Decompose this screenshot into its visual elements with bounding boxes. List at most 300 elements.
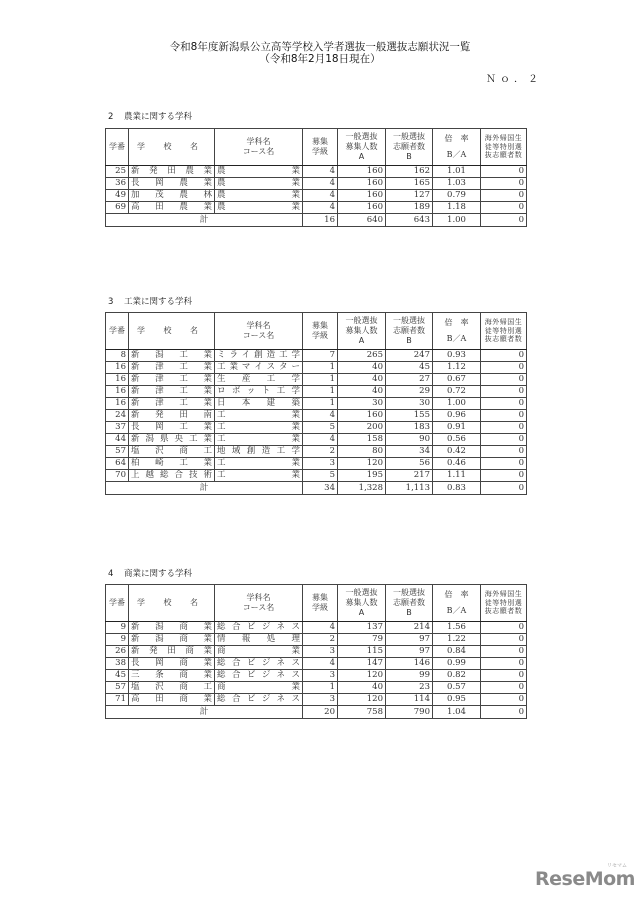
header-label: 学 校 名 bbox=[136, 326, 207, 335]
table-cell-classes: 2 bbox=[303, 634, 338, 646]
header-ratio bbox=[433, 313, 481, 350]
table-cell-course: 総合ビジネス bbox=[215, 694, 303, 706]
table-cell-overseas: 0 bbox=[481, 202, 527, 214]
table-row bbox=[106, 670, 527, 682]
header-label: 学 校 名 bbox=[136, 142, 207, 151]
table-cell-classes: 1 bbox=[303, 682, 338, 694]
table-cell-school: 塩沢商工 bbox=[129, 682, 215, 694]
table-cell-code: 16 bbox=[106, 398, 129, 410]
table-cell-school: 新潟工業 bbox=[129, 350, 215, 362]
total-cell-classes: 34 bbox=[303, 482, 338, 495]
table-cell-overseas: 0 bbox=[481, 374, 527, 386]
header-label: 徒等特別選 bbox=[484, 598, 523, 607]
table-cell-course: 総合ビジネス bbox=[215, 658, 303, 670]
section-title-3 bbox=[108, 295, 192, 307]
header-label: 募集人数 bbox=[345, 598, 378, 607]
header-label: 募集 bbox=[312, 137, 328, 146]
table-cell-classes: 4 bbox=[303, 410, 338, 422]
table-cell-code: 69 bbox=[106, 202, 129, 214]
table-cell-ratio: 1.22 bbox=[433, 634, 481, 646]
header-label: A bbox=[358, 608, 365, 617]
header-label: 志願者数 bbox=[393, 142, 425, 151]
document-subtitle: （令和8年2月18日現在） bbox=[259, 53, 381, 65]
table-cell-overseas: 0 bbox=[481, 386, 527, 398]
table-cell-code: 16 bbox=[106, 386, 129, 398]
table-row bbox=[106, 190, 527, 202]
table-cell-overseas: 0 bbox=[481, 682, 527, 694]
table-cell-capacity: 160 bbox=[338, 166, 386, 178]
table-cell-overseas: 0 bbox=[481, 398, 527, 410]
table-row bbox=[106, 446, 527, 458]
table-row bbox=[106, 470, 527, 482]
table-cell-classes: 4 bbox=[303, 166, 338, 178]
table-cell-course: 総合ビジネス bbox=[215, 622, 303, 634]
table-cell-ratio: 0.82 bbox=[433, 670, 481, 682]
table-cell-ratio: 1.56 bbox=[433, 622, 481, 634]
header-school bbox=[129, 313, 215, 350]
table-cell-capacity: 160 bbox=[338, 178, 386, 190]
section-number: 4 bbox=[108, 569, 114, 579]
table-row bbox=[106, 458, 527, 470]
table-cell-ratio: 0.96 bbox=[433, 410, 481, 422]
table-cell-overseas: 0 bbox=[481, 350, 527, 362]
table-cell-course: 工業 bbox=[215, 410, 303, 422]
table-cell-capacity: 40 bbox=[338, 374, 386, 386]
header-ratio bbox=[433, 129, 481, 166]
table-row bbox=[106, 374, 527, 386]
header-label: 海外帰国生 bbox=[484, 134, 523, 143]
table-cell-capacity: 137 bbox=[338, 622, 386, 634]
table-cell-code: 9 bbox=[106, 634, 129, 646]
table-cell-ratio: 0.84 bbox=[433, 646, 481, 658]
header-code bbox=[106, 129, 129, 166]
header-label: A bbox=[358, 152, 365, 161]
header-course bbox=[215, 129, 303, 166]
total-label: 計 bbox=[106, 706, 303, 719]
header-label: 一般選抜 bbox=[345, 132, 378, 141]
table-cell-code: 64 bbox=[106, 458, 129, 470]
table-cell-capacity: 200 bbox=[338, 422, 386, 434]
table-cell-overseas: 0 bbox=[481, 694, 527, 706]
total-cell-classes: 20 bbox=[303, 706, 338, 719]
table-row bbox=[106, 410, 527, 422]
header-course bbox=[215, 585, 303, 622]
table-row bbox=[106, 622, 527, 634]
table-cell-applicants: 45 bbox=[386, 362, 433, 374]
table-cell-course: 情報処理 bbox=[215, 634, 303, 646]
table-cell-school: 新津工業 bbox=[129, 398, 215, 410]
table-cell-ratio: 0.95 bbox=[433, 694, 481, 706]
header-label: 抜志願者数 bbox=[484, 607, 523, 616]
header-label: 学科名 bbox=[246, 593, 271, 602]
table-cell-school: 塩沢商工 bbox=[129, 446, 215, 458]
table-cell-classes: 1 bbox=[303, 374, 338, 386]
table-cell-classes: 2 bbox=[303, 446, 338, 458]
header-label: 一般選抜 bbox=[345, 588, 378, 597]
table-cell-code: 37 bbox=[106, 422, 129, 434]
table-cell-school: 加茂農林 bbox=[129, 190, 215, 202]
header-classes bbox=[303, 129, 338, 166]
table-cell-classes: 4 bbox=[303, 658, 338, 670]
table-cell-overseas: 0 bbox=[481, 470, 527, 482]
table-cell-course: 商業 bbox=[215, 682, 303, 694]
table-cell-overseas: 0 bbox=[481, 422, 527, 434]
table-cell-capacity: 160 bbox=[338, 190, 386, 202]
table-cell-overseas: 0 bbox=[481, 166, 527, 178]
table-cell-school: 新津工業 bbox=[129, 374, 215, 386]
header-label: コース名 bbox=[242, 147, 275, 156]
header-label: 一般選抜 bbox=[393, 588, 425, 597]
header-label: 一般選抜 bbox=[393, 132, 425, 141]
table-cell-course: 工業マイスター bbox=[215, 362, 303, 374]
table-cell-applicants: 34 bbox=[386, 446, 433, 458]
table-cell-overseas: 0 bbox=[481, 178, 527, 190]
page-number: Ｎｏ．２ bbox=[486, 74, 542, 85]
header-label: 抜志願者数 bbox=[484, 335, 523, 344]
table-header-row bbox=[106, 129, 527, 166]
applications-table-section-3 bbox=[105, 312, 527, 495]
table-cell-school: 上越総合技術 bbox=[129, 470, 215, 482]
table-cell-overseas: 0 bbox=[481, 634, 527, 646]
header-label: 学級 bbox=[312, 331, 328, 340]
table-row bbox=[106, 646, 527, 658]
table-cell-applicants: 189 bbox=[386, 202, 433, 214]
table-cell-applicants: 29 bbox=[386, 386, 433, 398]
table-cell-applicants: 165 bbox=[386, 178, 433, 190]
header-label: 学級 bbox=[312, 603, 328, 612]
header-ratio bbox=[433, 585, 481, 622]
table-cell-overseas: 0 bbox=[481, 190, 527, 202]
table-cell-ratio: 0.72 bbox=[433, 386, 481, 398]
table-cell-code: 57 bbox=[106, 682, 129, 694]
header-label: 志願者数 bbox=[393, 326, 425, 335]
total-label: 計 bbox=[106, 482, 303, 495]
table-cell-code: 16 bbox=[106, 374, 129, 386]
total-cell-capacity: 1,328 bbox=[338, 482, 386, 495]
table-cell-classes: 4 bbox=[303, 178, 338, 190]
header-label: 学 校 名 bbox=[136, 598, 207, 607]
resemom-logo: ReseMom bbox=[535, 868, 635, 890]
table-row bbox=[106, 202, 527, 214]
table-cell-code: 16 bbox=[106, 362, 129, 374]
table-cell-ratio: 1.00 bbox=[433, 398, 481, 410]
table-cell-capacity: 147 bbox=[338, 658, 386, 670]
section-title-2 bbox=[108, 110, 192, 122]
header-classes bbox=[303, 313, 338, 350]
table-cell-applicants: 56 bbox=[386, 458, 433, 470]
table-cell-overseas: 0 bbox=[481, 646, 527, 658]
header-school bbox=[129, 129, 215, 166]
table-cell-classes: 3 bbox=[303, 646, 338, 658]
section-number: 3 bbox=[108, 297, 114, 307]
table-cell-ratio: 1.18 bbox=[433, 202, 481, 214]
table-cell-school: 柏崎工業 bbox=[129, 458, 215, 470]
table-cell-capacity: 158 bbox=[338, 434, 386, 446]
table-cell-course: 農業 bbox=[215, 178, 303, 190]
total-cell-overseas: 0 bbox=[481, 214, 527, 227]
resemom-logo-kana: リセマム bbox=[607, 863, 627, 869]
table-cell-applicants: 99 bbox=[386, 670, 433, 682]
table-cell-school: 新発田南 bbox=[129, 410, 215, 422]
header-applicants bbox=[386, 585, 433, 622]
applications-table-section-2 bbox=[105, 128, 527, 227]
table-total-row bbox=[106, 706, 527, 719]
table-cell-classes: 3 bbox=[303, 694, 338, 706]
table-cell-course: 商業 bbox=[215, 646, 303, 658]
table-cell-code: 25 bbox=[106, 166, 129, 178]
table-cell-code: 26 bbox=[106, 646, 129, 658]
table-cell-course: 工業 bbox=[215, 422, 303, 434]
header-label: 学番 bbox=[109, 142, 125, 151]
table-cell-ratio: 0.46 bbox=[433, 458, 481, 470]
header-label: 学科名 bbox=[246, 137, 271, 146]
table-cell-overseas: 0 bbox=[481, 362, 527, 374]
table-cell-ratio: 0.57 bbox=[433, 682, 481, 694]
header-label: 志願者数 bbox=[393, 598, 425, 607]
header-course bbox=[215, 313, 303, 350]
table-cell-applicants: 247 bbox=[386, 350, 433, 362]
table-cell-school: 三条商業 bbox=[129, 670, 215, 682]
table-cell-capacity: 40 bbox=[338, 682, 386, 694]
header-capacity bbox=[338, 129, 386, 166]
header-label: B／A bbox=[446, 150, 467, 159]
header-classes bbox=[303, 585, 338, 622]
table-cell-applicants: 214 bbox=[386, 622, 433, 634]
table-row bbox=[106, 422, 527, 434]
section-title-4 bbox=[108, 567, 192, 579]
document-title: 令和8年度新潟県公立高等学校入学者選抜一般選抜志願状況一覧 bbox=[169, 41, 471, 53]
table-cell-course: 地域創造工学 bbox=[215, 446, 303, 458]
table-cell-course: 農業 bbox=[215, 202, 303, 214]
header-label: 募集 bbox=[312, 321, 328, 330]
table-cell-ratio: 0.67 bbox=[433, 374, 481, 386]
table-cell-overseas: 0 bbox=[481, 446, 527, 458]
table-cell-code: 38 bbox=[106, 658, 129, 670]
table-cell-classes: 1 bbox=[303, 386, 338, 398]
table-cell-school: 長岡農業 bbox=[129, 178, 215, 190]
table-row bbox=[106, 362, 527, 374]
table-cell-capacity: 265 bbox=[338, 350, 386, 362]
section-title-text: 工業に関する学科 bbox=[124, 297, 193, 307]
table-cell-course: 生産工学 bbox=[215, 374, 303, 386]
table-cell-capacity: 195 bbox=[338, 470, 386, 482]
header-label: B／A bbox=[446, 334, 467, 343]
table-cell-course: 工業 bbox=[215, 470, 303, 482]
header-label: 海外帰国生 bbox=[484, 590, 523, 599]
table-cell-applicants: 23 bbox=[386, 682, 433, 694]
total-cell-capacity: 640 bbox=[338, 214, 386, 227]
header-label: 徒等特別選 bbox=[484, 142, 523, 151]
table-cell-capacity: 160 bbox=[338, 410, 386, 422]
table-cell-applicants: 183 bbox=[386, 422, 433, 434]
table-total-row bbox=[106, 482, 527, 495]
table-header-row bbox=[106, 313, 527, 350]
table-row bbox=[106, 386, 527, 398]
table-cell-applicants: 27 bbox=[386, 374, 433, 386]
table-cell-applicants: 97 bbox=[386, 646, 433, 658]
header-code bbox=[106, 313, 129, 350]
table-cell-ratio: 0.93 bbox=[433, 350, 481, 362]
total-cell-applicants: 643 bbox=[386, 214, 433, 227]
table-cell-school: 高田商業 bbox=[129, 694, 215, 706]
table-cell-code: 71 bbox=[106, 694, 129, 706]
header-overseas bbox=[481, 129, 527, 166]
table-row bbox=[106, 398, 527, 410]
table-cell-applicants: 90 bbox=[386, 434, 433, 446]
total-cell-overseas: 0 bbox=[481, 482, 527, 495]
table-cell-classes: 5 bbox=[303, 422, 338, 434]
table-cell-overseas: 0 bbox=[481, 434, 527, 446]
table-row bbox=[106, 178, 527, 190]
table-cell-classes: 4 bbox=[303, 202, 338, 214]
header-label: 学級 bbox=[312, 147, 328, 156]
table-cell-ratio: 1.11 bbox=[433, 470, 481, 482]
table-cell-capacity: 30 bbox=[338, 398, 386, 410]
table-cell-capacity: 40 bbox=[338, 386, 386, 398]
table-cell-code: 70 bbox=[106, 470, 129, 482]
header-label: A bbox=[358, 336, 365, 345]
table-cell-course: 工業 bbox=[215, 458, 303, 470]
table-cell-school: 新津工業 bbox=[129, 362, 215, 374]
header-overseas bbox=[481, 585, 527, 622]
total-cell-classes: 16 bbox=[303, 214, 338, 227]
table-cell-school: 新潟商業 bbox=[129, 634, 215, 646]
table-cell-ratio: 0.91 bbox=[433, 422, 481, 434]
section-title-text: 農業に関する学科 bbox=[124, 112, 193, 122]
table-cell-overseas: 0 bbox=[481, 622, 527, 634]
table-cell-classes: 1 bbox=[303, 362, 338, 374]
table-row bbox=[106, 166, 527, 178]
table-cell-overseas: 0 bbox=[481, 670, 527, 682]
total-cell-overseas: 0 bbox=[481, 706, 527, 719]
table-cell-code: 24 bbox=[106, 410, 129, 422]
table-cell-course: 工業 bbox=[215, 434, 303, 446]
header-label: 徒等特別選 bbox=[484, 326, 523, 335]
total-cell-applicants: 790 bbox=[386, 706, 433, 719]
table-cell-classes: 1 bbox=[303, 398, 338, 410]
header-school bbox=[129, 585, 215, 622]
total-cell-ratio: 0.83 bbox=[433, 482, 481, 495]
header-code bbox=[106, 585, 129, 622]
table-total-row bbox=[106, 214, 527, 227]
table-cell-school: 新潟商業 bbox=[129, 622, 215, 634]
header-label: 学番 bbox=[109, 598, 125, 607]
table-cell-overseas: 0 bbox=[481, 458, 527, 470]
table-cell-applicants: 217 bbox=[386, 470, 433, 482]
total-label: 計 bbox=[106, 214, 303, 227]
header-label: 倍 率 bbox=[444, 134, 469, 143]
table-row bbox=[106, 694, 527, 706]
table-cell-applicants: 97 bbox=[386, 634, 433, 646]
header-label: 募集 bbox=[312, 593, 328, 602]
header-label: コース名 bbox=[242, 331, 275, 340]
total-cell-ratio: 1.04 bbox=[433, 706, 481, 719]
header-label: B／A bbox=[446, 606, 467, 615]
table-cell-applicants: 127 bbox=[386, 190, 433, 202]
table-cell-code: 49 bbox=[106, 190, 129, 202]
header-label: 学番 bbox=[109, 326, 125, 335]
table-cell-school: 長岡工業 bbox=[129, 422, 215, 434]
header-label: 海外帰国生 bbox=[484, 318, 523, 327]
header-label: 募集人数 bbox=[345, 142, 378, 151]
table-cell-applicants: 155 bbox=[386, 410, 433, 422]
header-label: 一般選抜 bbox=[345, 316, 378, 325]
header-applicants bbox=[386, 313, 433, 350]
table-cell-school: 高田農業 bbox=[129, 202, 215, 214]
header-label: 学科名 bbox=[246, 321, 271, 330]
table-cell-applicants: 162 bbox=[386, 166, 433, 178]
total-cell-ratio: 1.00 bbox=[433, 214, 481, 227]
table-cell-ratio: 0.56 bbox=[433, 434, 481, 446]
table-cell-ratio: 1.12 bbox=[433, 362, 481, 374]
table-cell-course: 農業 bbox=[215, 166, 303, 178]
header-label: 倍 率 bbox=[444, 318, 469, 327]
table-cell-classes: 3 bbox=[303, 670, 338, 682]
header-label: B bbox=[406, 152, 412, 161]
table-cell-school: 新潟県央工業 bbox=[129, 434, 215, 446]
table-cell-classes: 5 bbox=[303, 470, 338, 482]
section-number: 2 bbox=[108, 112, 114, 122]
header-applicants bbox=[386, 129, 433, 166]
table-row bbox=[106, 682, 527, 694]
applications-table-section-4 bbox=[105, 584, 527, 719]
table-cell-classes: 4 bbox=[303, 622, 338, 634]
table-cell-code: 36 bbox=[106, 178, 129, 190]
table-cell-capacity: 120 bbox=[338, 670, 386, 682]
table-cell-code: 57 bbox=[106, 446, 129, 458]
table-cell-classes: 4 bbox=[303, 190, 338, 202]
table-cell-ratio: 0.99 bbox=[433, 658, 481, 670]
header-label: 募集人数 bbox=[345, 326, 378, 335]
table-cell-overseas: 0 bbox=[481, 658, 527, 670]
table-cell-ratio: 0.79 bbox=[433, 190, 481, 202]
table-cell-code: 44 bbox=[106, 434, 129, 446]
table-cell-overseas: 0 bbox=[481, 410, 527, 422]
total-cell-applicants: 1,113 bbox=[386, 482, 433, 495]
header-capacity bbox=[338, 585, 386, 622]
table-cell-capacity: 80 bbox=[338, 446, 386, 458]
table-cell-code: 9 bbox=[106, 622, 129, 634]
table-cell-capacity: 115 bbox=[338, 646, 386, 658]
table-cell-capacity: 160 bbox=[338, 202, 386, 214]
table-cell-code: 45 bbox=[106, 670, 129, 682]
table-cell-course: 総合ビジネス bbox=[215, 670, 303, 682]
table-cell-code: 8 bbox=[106, 350, 129, 362]
header-label: 倍 率 bbox=[444, 590, 469, 599]
section-title-text: 商業に関する学科 bbox=[124, 569, 193, 579]
table-cell-ratio: 0.42 bbox=[433, 446, 481, 458]
header-label: B bbox=[406, 608, 412, 617]
table-cell-course: ロボット工学 bbox=[215, 386, 303, 398]
table-cell-ratio: 1.01 bbox=[433, 166, 481, 178]
header-label: 抜志願者数 bbox=[484, 151, 523, 160]
table-cell-school: 新発田商業 bbox=[129, 646, 215, 658]
table-cell-classes: 4 bbox=[303, 434, 338, 446]
header-label: 一般選抜 bbox=[393, 316, 425, 325]
table-cell-capacity: 120 bbox=[338, 458, 386, 470]
table-cell-applicants: 114 bbox=[386, 694, 433, 706]
table-cell-classes: 3 bbox=[303, 458, 338, 470]
header-label: コース名 bbox=[242, 603, 275, 612]
table-row bbox=[106, 434, 527, 446]
table-cell-ratio: 1.03 bbox=[433, 178, 481, 190]
table-cell-capacity: 40 bbox=[338, 362, 386, 374]
table-cell-applicants: 146 bbox=[386, 658, 433, 670]
table-cell-capacity: 120 bbox=[338, 694, 386, 706]
table-cell-classes: 7 bbox=[303, 350, 338, 362]
header-overseas bbox=[481, 313, 527, 350]
total-cell-capacity: 758 bbox=[338, 706, 386, 719]
